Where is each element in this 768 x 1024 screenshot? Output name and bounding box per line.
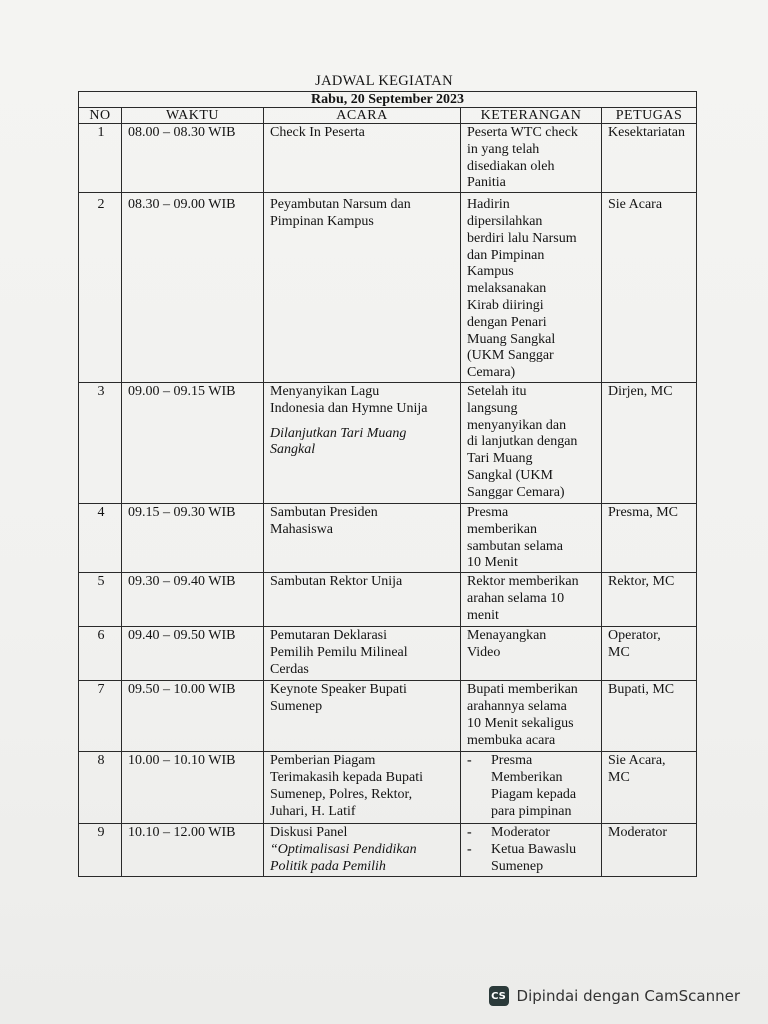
row-no: 9 xyxy=(79,824,122,876)
camscanner-watermark xyxy=(489,986,740,1006)
keterangan-list xyxy=(467,753,597,820)
row-keterangan: Menayangkan Video xyxy=(461,627,602,681)
row-waktu: 09.15 – 09.30 WIB xyxy=(122,503,264,572)
row-acara: Pemutaran Deklarasi Pemilih Pemilu Milineal Cerdas xyxy=(264,627,461,681)
list-item: - Ketua Bawaslu Sumenep xyxy=(467,841,577,874)
row-keterangan: Setelah itu langsung menyanyikan dan di lanjutkan dengan Tari Muang Sangkal (UKM Sanggar Cemara) xyxy=(461,382,602,503)
table-row xyxy=(79,124,697,193)
row-acara-note: Dilanjutkan Tari Muang Sangkal xyxy=(270,425,407,458)
row-no: 6 xyxy=(79,627,122,681)
schedule-date: Rabu, 20 September 2023 xyxy=(79,92,697,108)
row-petugas: Presma, MC xyxy=(602,503,697,572)
row-petugas: Bupati, MC xyxy=(602,681,697,752)
table-row xyxy=(79,824,697,876)
table-row xyxy=(79,627,697,681)
document-title: JADWAL KEGIATAN xyxy=(315,73,453,89)
table-row xyxy=(79,503,697,572)
row-keterangan: Rektor memberikan arahan selama 10 menit xyxy=(461,573,602,627)
row-petugas: Moderator xyxy=(602,824,697,876)
row-no: 2 xyxy=(79,193,122,383)
header-keterangan: KETERANGAN xyxy=(461,108,602,124)
row-acara: Pemberian Piagam Terimakasih kepada Bupati Sumenep, Polres, Rektor, Juhari, H. Latif xyxy=(264,752,461,824)
watermark-text: Dipindai dengan CamScanner xyxy=(516,987,740,1005)
header-acara: ACARA xyxy=(264,108,461,124)
row-acara: Sambutan Presiden Mahasiswa xyxy=(264,503,461,572)
table-row xyxy=(79,193,697,383)
row-acara xyxy=(264,382,461,503)
row-petugas: Operator, MC xyxy=(602,627,697,681)
row-waktu: 09.00 – 09.15 WIB xyxy=(122,382,264,503)
row-keterangan: Presma memberikan sambutan selama 10 Menit xyxy=(461,503,602,572)
list-item: - Moderator xyxy=(467,825,551,841)
row-keterangan: Peserta WTC check in yang telah disediakan oleh Panitia xyxy=(461,124,602,193)
row-no: 3 xyxy=(79,382,122,503)
row-acara-text: Diskusi Panel xyxy=(270,825,348,841)
row-acara: Keynote Speaker Bupati Sumenep xyxy=(264,681,461,752)
table-row xyxy=(79,752,697,824)
table-row xyxy=(79,573,697,627)
row-petugas: Kesektariatan xyxy=(602,124,697,193)
row-acara: Peyambutan Narsum dan Pimpinan Kampus xyxy=(264,193,461,383)
row-waktu: 09.30 – 09.40 WIB xyxy=(122,573,264,627)
keterangan-list xyxy=(467,825,597,875)
row-petugas: Dirjen, MC xyxy=(602,382,697,503)
list-item: - Presma Memberikan Piagam kepada para pimpinan xyxy=(467,753,577,819)
row-waktu: 09.40 – 09.50 WIB xyxy=(122,627,264,681)
table-header-row xyxy=(79,108,697,124)
row-waktu: 10.10 – 12.00 WIB xyxy=(122,824,264,876)
table-row xyxy=(79,382,697,503)
row-waktu: 08.00 – 08.30 WIB xyxy=(122,124,264,193)
row-acara xyxy=(264,824,461,876)
row-petugas: Sie Acara, MC xyxy=(602,752,697,824)
row-waktu: 08.30 – 09.00 WIB xyxy=(122,193,264,383)
row-acara-text: Menyanyikan Lagu Indonesia dan Hymne Unija xyxy=(270,383,428,416)
schedule-table xyxy=(78,91,697,877)
row-acara-note: “Optimalisasi Pendidikan Politik pada Pemilih xyxy=(270,841,417,874)
header-petugas: PETUGAS xyxy=(602,108,697,124)
row-keterangan: Bupati memberikan arahannya selama 10 Menit sekaligus membuka acara xyxy=(461,681,602,752)
row-no: 8 xyxy=(79,752,122,824)
table-row xyxy=(79,681,697,752)
row-acara: Sambutan Rektor Unija xyxy=(264,573,461,627)
row-no: 4 xyxy=(79,503,122,572)
row-keterangan xyxy=(461,824,602,876)
row-petugas: Sie Acara xyxy=(602,193,697,383)
row-petugas: Rektor, MC xyxy=(602,573,697,627)
row-keterangan: Hadirin dipersilahkan berdiri lalu Narsum dan Pimpinan Kampus melaksanakan Kirab diiringi dengan Penari Muang Sangkal (UKM Sanggar Cemara) xyxy=(461,193,602,383)
header-no: NO xyxy=(79,108,122,124)
row-no: 1 xyxy=(79,124,122,193)
row-keterangan xyxy=(461,752,602,824)
row-no: 5 xyxy=(79,573,122,627)
header-waktu: WAKTU xyxy=(122,108,264,124)
camscanner-logo-icon: CS xyxy=(489,986,509,1006)
row-waktu: 09.50 – 10.00 WIB xyxy=(122,681,264,752)
row-no: 7 xyxy=(79,681,122,752)
row-waktu: 10.00 – 10.10 WIB xyxy=(122,752,264,824)
row-acara: Check In Peserta xyxy=(264,124,461,193)
